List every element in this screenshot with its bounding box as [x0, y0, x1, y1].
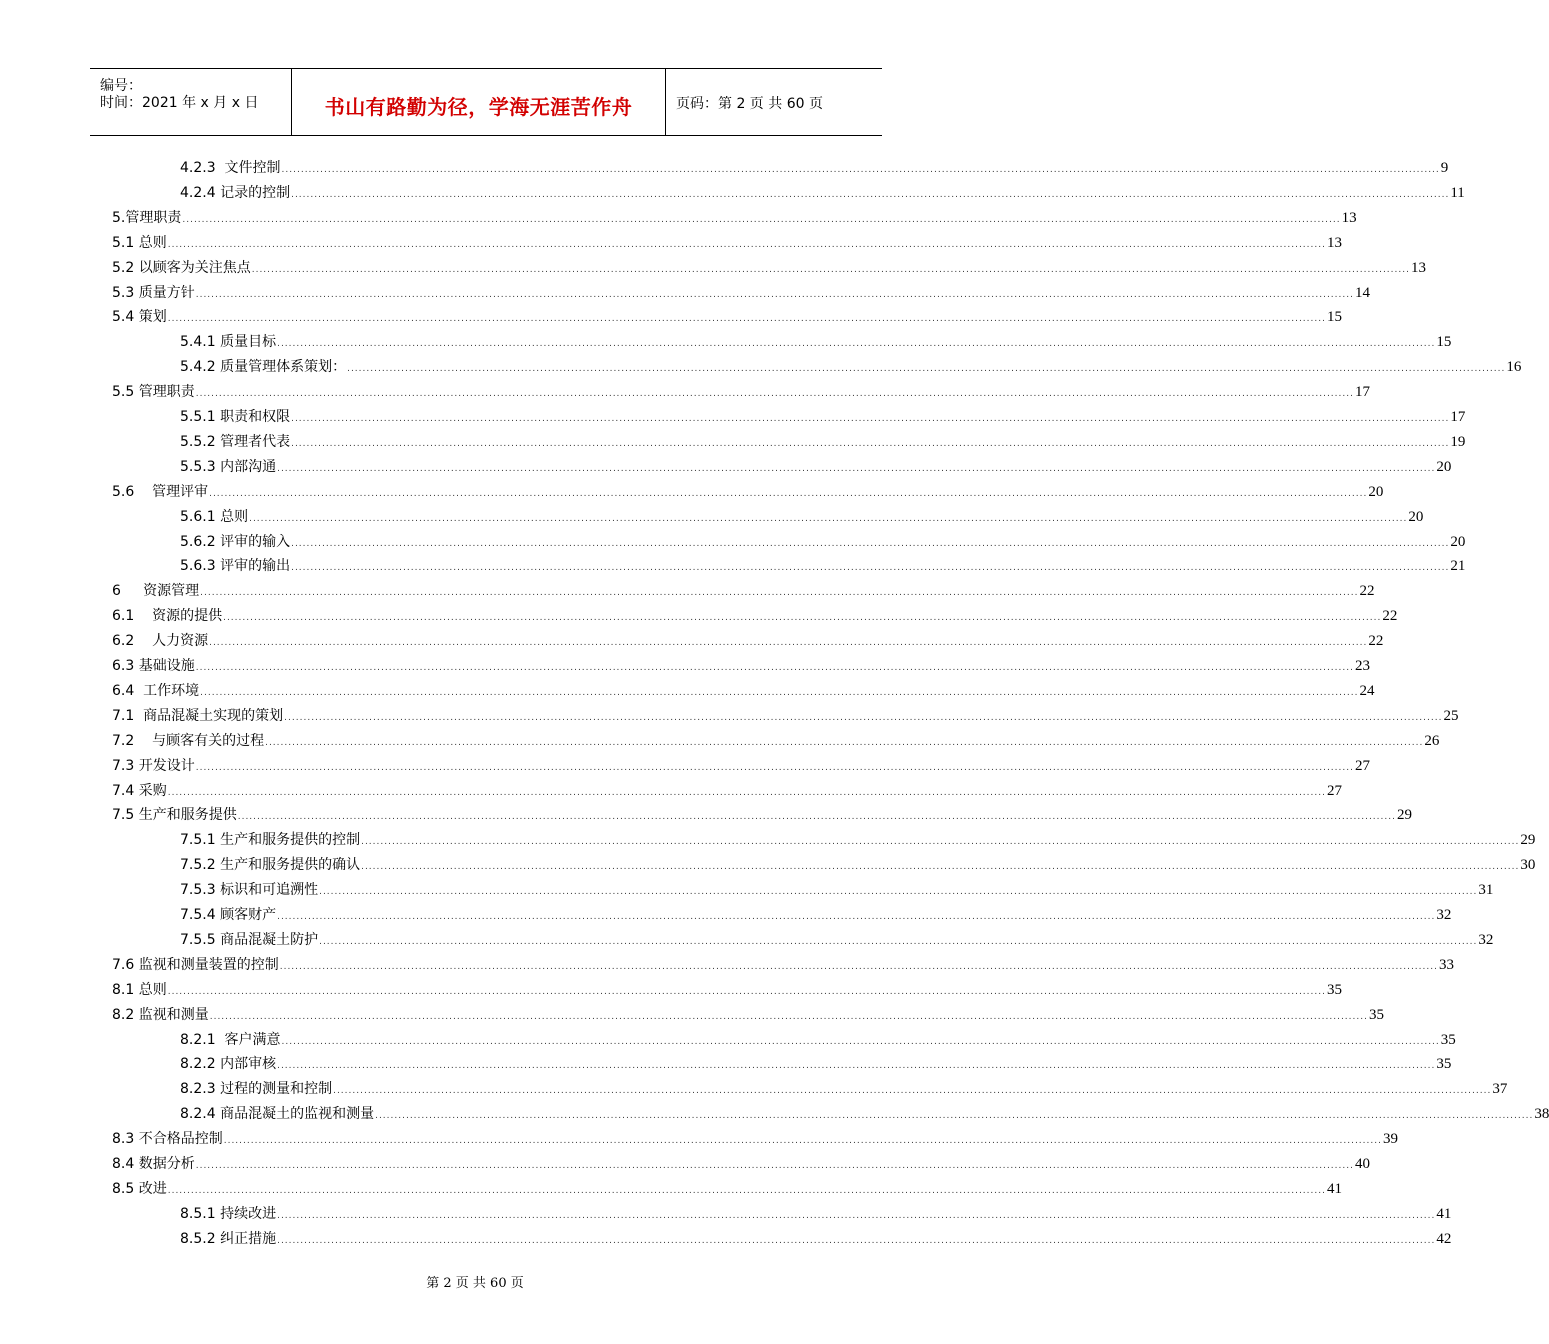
toc-entry-title: 6.2 人力资源	[112, 633, 209, 650]
toc-entry-page: 27	[1326, 782, 1342, 799]
toc-entry-title: 7.5 生产和服务提供	[112, 807, 237, 824]
toc-leader-dots: ............................................................................................................................................................................................................................................................................................................	[209, 488, 1368, 499]
toc-entry[interactable]	[112, 756, 1370, 776]
toc-entry-title: 6.4 工作环境	[112, 682, 200, 699]
toc-entry-page: 35	[1436, 1056, 1452, 1073]
toc-entry[interactable]	[112, 980, 1342, 1000]
toc-entry-page: 20	[1408, 508, 1424, 525]
toc-entry-title: 6.1 资源的提供	[112, 608, 223, 625]
toc-entry-title: 7.6 监视和测量装置的控制	[112, 956, 279, 973]
toc-entry[interactable]	[180, 1204, 1452, 1224]
toc-leader-dots: ............................................................................................................................................................................................................................................................................................................	[319, 887, 1478, 898]
toc-leader-dots: ............................................................................................................................................................................................................................................................................................................	[291, 414, 1450, 424]
toc-entry[interactable]	[112, 258, 1426, 278]
toc-leader-dots: ............................................................................................................................................................................................................................................................................................................	[347, 364, 1506, 375]
toc-leader-dots: ............................................................................................................................................................................................................................................................................................................	[251, 264, 1410, 275]
toc-leader-dots: ............................................................................................................................................................................................................................................................................................................	[209, 638, 1368, 649]
toc-entry[interactable]	[180, 407, 1466, 427]
toc-leader-dots: ............................................................................................................................................................................................................................................................................................................	[223, 1136, 1382, 1147]
toc-leader-dots: ............................................................................................................................................................................................................................................................................................................	[284, 712, 1443, 723]
toc-leader-dots: ............................................................................................................................................................................................................................................................................................................	[182, 214, 1341, 225]
toc-entry-title: 5.6 管理评审	[112, 483, 209, 500]
toc-entry-page: 16	[1506, 359, 1522, 376]
toc-entry-title: 7.1 商品混凝土实现的策划	[112, 707, 284, 724]
toc-leader-dots: ............................................................................................................................................................................................................................................................................................................	[291, 538, 1450, 549]
toc-entry-page: 20	[1436, 458, 1452, 475]
document-number: 编号：	[100, 78, 142, 94]
toc-leader-dots: ............................................................................................................................................................................................................................................................................................................	[167, 986, 1326, 997]
toc-entry-title: 7.2 与顾客有关的过程	[112, 732, 265, 749]
toc-entry[interactable]	[112, 208, 1357, 228]
toc-leader-dots: ............................................................................................................................................................................................................................................................................................................	[277, 1210, 1436, 1221]
toc-entry[interactable]	[180, 1054, 1452, 1074]
toc-leader-dots: ............................................................................................................................................................................................................................................................................................................	[209, 1011, 1368, 1022]
toc-leader-dots: ............................................................................................................................................................................................................................................................................................................	[281, 1036, 1440, 1047]
toc-entry-page: 26	[1424, 732, 1440, 749]
toc-entry[interactable]	[180, 332, 1452, 352]
toc-leader-dots: ............................................................................................................................................................................................................................................................................................................	[277, 463, 1436, 474]
toc-leader-dots: ............................................................................................................................................................................................................................................................................................................	[200, 588, 1359, 599]
toc-leader-dots: ............................................................................................................................................................................................................................................................................................................	[195, 389, 1354, 400]
toc-entry[interactable]	[112, 805, 1412, 825]
toc-entry-title: 5.5.3 内部沟通	[180, 458, 277, 475]
toc-entry-title: 4.2.4 记录的控制	[180, 184, 291, 201]
toc-leader-dots: ............................................................................................................................................................................................................................................................................................................	[167, 1185, 1326, 1196]
header-page-code: 页码：第 2 页 共 60 页	[676, 96, 823, 112]
toc-entry[interactable]	[180, 855, 1536, 875]
toc-entry-title: 5.6.1 总则	[180, 508, 249, 525]
toc-entry[interactable]	[112, 283, 1370, 303]
page-header	[90, 68, 882, 136]
toc-entry[interactable]	[180, 930, 1494, 950]
toc-leader-dots: ............................................................................................................................................................................................................................................................................................................	[361, 837, 1520, 848]
toc-entry-title: 5.4.1 质量目标	[180, 334, 277, 351]
toc-entry-page: 17	[1450, 409, 1466, 425]
toc-entry-page: 31	[1478, 882, 1494, 899]
toc-entry-title: 7.5.1 生产和服务提供的控制	[180, 832, 361, 849]
toc-entry-title: 5.6.3 评审的输出	[180, 558, 291, 575]
toc-entry[interactable]	[112, 681, 1375, 701]
toc-entry[interactable]	[180, 457, 1452, 477]
toc-entry[interactable]	[180, 1079, 1508, 1099]
toc-entry-title: 8.5 改进	[112, 1180, 167, 1197]
toc-entry[interactable]	[112, 706, 1459, 726]
toc-entry-title: 8.2.3 过程的测量和控制	[180, 1081, 333, 1098]
toc-entry-title: 7.5.3 标识和可追溯性	[180, 882, 319, 899]
toc-entry[interactable]	[180, 1229, 1452, 1249]
toc-entry-title: 5.4.2 质量管理体系策划：	[180, 359, 347, 376]
toc-entry-page: 41	[1326, 1180, 1342, 1197]
toc-entry-title: 5.2 以顾客为关注焦点	[112, 259, 251, 276]
toc-entry[interactable]	[112, 631, 1384, 651]
toc-entry[interactable]	[180, 532, 1466, 552]
toc-entry[interactable]	[112, 382, 1370, 402]
toc-entry-page: 20	[1450, 533, 1466, 550]
toc-leader-dots: ............................................................................................................................................................................................................................................................................................................	[167, 239, 1326, 250]
toc-leader-dots: ............................................................................................................................................................................................................................................................................................................	[277, 339, 1436, 350]
toc-entry-page: 30	[1520, 857, 1536, 874]
toc-entry-title: 5.3 质量方针	[112, 284, 195, 301]
toc-entry-page: 13	[1326, 234, 1342, 251]
toc-entry[interactable]	[112, 731, 1440, 751]
toc-entry[interactable]	[112, 233, 1342, 253]
toc-entry-title: 7.4 采购	[112, 782, 167, 799]
toc-entry[interactable]	[180, 830, 1536, 850]
page-footer: 第 2 页 共 60 页	[426, 1276, 524, 1291]
toc-entry-title: 7.5.2 生产和服务提供的确认	[180, 857, 361, 874]
toc-entry[interactable]	[112, 482, 1384, 502]
toc-entry-title: 5.6.2 评审的输入	[180, 533, 291, 550]
toc-leader-dots: ............................................................................................................................................................................................................................................................................................................	[361, 862, 1520, 873]
toc-entry-page: 38	[1534, 1106, 1549, 1123]
toc-leader-dots: ............................................................................................................................................................................................................................................................................................................	[291, 438, 1450, 449]
toc-entry-title: 8.2.1 客户满意	[180, 1031, 281, 1048]
toc-entry-page: 21	[1450, 558, 1466, 575]
toc-leader-dots: ............................................................................................................................................................................................................................................................................................................	[195, 663, 1354, 673]
toc-entry-page: 11	[1450, 184, 1465, 201]
toc-leader-dots: ............................................................................................................................................................................................................................................................................................................	[195, 762, 1354, 773]
toc-leader-dots: ............................................................................................................................................................................................................................................................................................................	[375, 1111, 1534, 1122]
toc-entry-page: 17	[1354, 384, 1370, 401]
toc-entry-page: 14	[1354, 284, 1370, 301]
toc-leader-dots: ............................................................................................................................................................................................................................................................................................................	[167, 314, 1326, 325]
toc-entry-page: 13	[1410, 259, 1426, 276]
toc-entry-title: 7.5.5 商品混凝土防护	[180, 931, 319, 948]
toc-entry[interactable]	[180, 905, 1452, 925]
toc-entry[interactable]	[112, 656, 1370, 676]
toc-leader-dots: ............................................................................................................................................................................................................................................................................................................	[195, 1161, 1354, 1171]
toc-entry-page: 35	[1326, 981, 1342, 998]
toc-leader-dots: ............................................................................................................................................................................................................................................................................................................	[195, 289, 1354, 300]
toc-leader-dots: ............................................................................................................................................................................................................................................................................................................	[237, 812, 1396, 823]
toc-entry[interactable]	[112, 1129, 1398, 1149]
toc-entry-page: 27	[1354, 757, 1370, 774]
toc-entry-title: 5.5 管理职责	[112, 384, 195, 401]
toc-entry-page: 33	[1438, 956, 1454, 973]
toc-entry-page: 32	[1436, 907, 1452, 923]
toc-entry[interactable]	[180, 1030, 1456, 1050]
toc-leader-dots: ............................................................................................................................................................................................................................................................................................................	[200, 687, 1359, 698]
toc-entry[interactable]	[180, 880, 1494, 900]
toc-entry[interactable]	[112, 1005, 1384, 1025]
header-info-cell	[90, 69, 292, 135]
toc-entry-title: 5.5.1 职责和权限	[180, 409, 291, 425]
toc-entry-page: 41	[1436, 1205, 1452, 1222]
toc-entry[interactable]	[180, 507, 1424, 527]
toc-entry-page: 22	[1368, 633, 1384, 650]
toc-entry-title: 5.1 总则	[112, 234, 167, 251]
toc-leader-dots: ............................................................................................................................................................................................................................................................................................................	[249, 513, 1408, 524]
toc-entry-page: 35	[1440, 1031, 1456, 1048]
toc-entry-title: 7.5.4 顾客财产	[180, 907, 277, 923]
toc-entry-page: 32	[1478, 931, 1494, 948]
toc-entry-page: 25	[1443, 707, 1459, 724]
header-page-cell	[666, 69, 882, 135]
toc-leader-dots: ............................................................................................................................................................................................................................................................................................................	[279, 961, 1438, 972]
toc-entry-page: 35	[1368, 1006, 1384, 1023]
toc-leader-dots: ............................................................................................................................................................................................................................................................................................................	[281, 165, 1440, 175]
toc-entry-title: 8.2.2 内部审核	[180, 1056, 277, 1073]
toc-entry-title: 8.5.2 纠正措施	[180, 1230, 277, 1247]
toc-entry-title: 5.5.2 管理者代表	[180, 433, 291, 450]
toc-entry-page: 29	[1396, 807, 1412, 824]
toc-entry[interactable]	[112, 1179, 1342, 1199]
header-motto: 书山有路勤为径，学海无涯苦作舟	[324, 95, 633, 119]
toc-leader-dots: ............................................................................................................................................................................................................................................................................................................	[167, 787, 1326, 798]
toc-entry-title: 8.5.1 持续改进	[180, 1205, 277, 1222]
toc-entry[interactable]	[180, 1104, 1549, 1124]
toc-leader-dots: ............................................................................................................................................................................................................................................................................................................	[291, 563, 1450, 574]
toc-entry-title: 7.3 开发设计	[112, 757, 195, 774]
toc-entry[interactable]	[180, 183, 1465, 203]
toc-entry-page: 24	[1359, 682, 1375, 699]
toc-entry-page: 15	[1436, 334, 1452, 351]
toc-leader-dots: ............................................................................................................................................................................................................................................................................................................	[277, 1235, 1436, 1246]
toc-entry-title: 8.2 监视和测量	[112, 1006, 209, 1023]
toc-leader-dots: ............................................................................................................................................................................................................................................................................................................	[319, 936, 1478, 947]
toc-entry-title: 6 资源管理	[112, 583, 200, 600]
toc-leader-dots: ............................................................................................................................................................................................................................................................................................................	[277, 1061, 1436, 1072]
toc-entry-page: 9	[1440, 160, 1449, 176]
toc-leader-dots: ............................................................................................................................................................................................................................................................................................................	[277, 912, 1436, 922]
toc-entry-title: 4.2.3 文件控制	[180, 160, 281, 176]
toc-entry-page: 39	[1382, 1131, 1398, 1148]
toc-leader-dots: ............................................................................................................................................................................................................................................................................................................	[223, 613, 1382, 624]
toc-entry[interactable]	[180, 432, 1466, 452]
toc-entry-title: 8.4 数据分析	[112, 1156, 195, 1172]
toc-entry[interactable]	[112, 955, 1454, 975]
toc-entry-title: 8.2.4 商品混凝土的监视和测量	[180, 1106, 375, 1123]
toc-entry-title: 8.1 总则	[112, 981, 167, 998]
toc-entry-title: 5.管理职责	[112, 209, 182, 226]
toc-entry-title: 8.3 不合格品控制	[112, 1131, 223, 1148]
toc-leader-dots: ............................................................................................................................................................................................................................................................................................................	[333, 1086, 1492, 1097]
toc-entry-title: 6.3 基础设施	[112, 658, 195, 674]
toc-entry-page: 37	[1492, 1081, 1508, 1098]
toc-entry-page: 29	[1520, 832, 1536, 849]
toc-entry[interactable]	[112, 606, 1398, 626]
toc-entry[interactable]	[180, 556, 1466, 576]
toc-entry-page: 15	[1326, 309, 1342, 326]
toc-leader-dots: ............................................................................................................................................................................................................................................................................................................	[265, 737, 1424, 748]
toc-entry-page: 20	[1368, 483, 1384, 500]
toc-entry[interactable]	[180, 357, 1522, 377]
toc-entry[interactable]	[112, 307, 1342, 327]
toc-entry-page: 13	[1341, 209, 1357, 226]
toc-entry[interactable]	[112, 1154, 1370, 1174]
toc-entry-title: 5.4 策划	[112, 309, 167, 326]
toc-entry-page: 42	[1436, 1230, 1452, 1247]
toc-entry-page: 19	[1450, 433, 1466, 450]
toc-entry-page: 22	[1359, 583, 1375, 600]
toc-entry-page: 23	[1354, 658, 1370, 674]
document-time: 时间：2021 年 x 月 x 日	[100, 95, 259, 111]
toc-leader-dots: ............................................................................................................................................................................................................................................................................................................	[291, 189, 1450, 200]
toc-entry-page: 40	[1354, 1156, 1370, 1172]
toc-entry[interactable]	[112, 781, 1342, 801]
toc-entry[interactable]	[180, 158, 1449, 178]
toc-entry[interactable]	[112, 581, 1375, 601]
toc-entry-page: 22	[1382, 608, 1398, 625]
header-motto-cell	[292, 69, 666, 135]
